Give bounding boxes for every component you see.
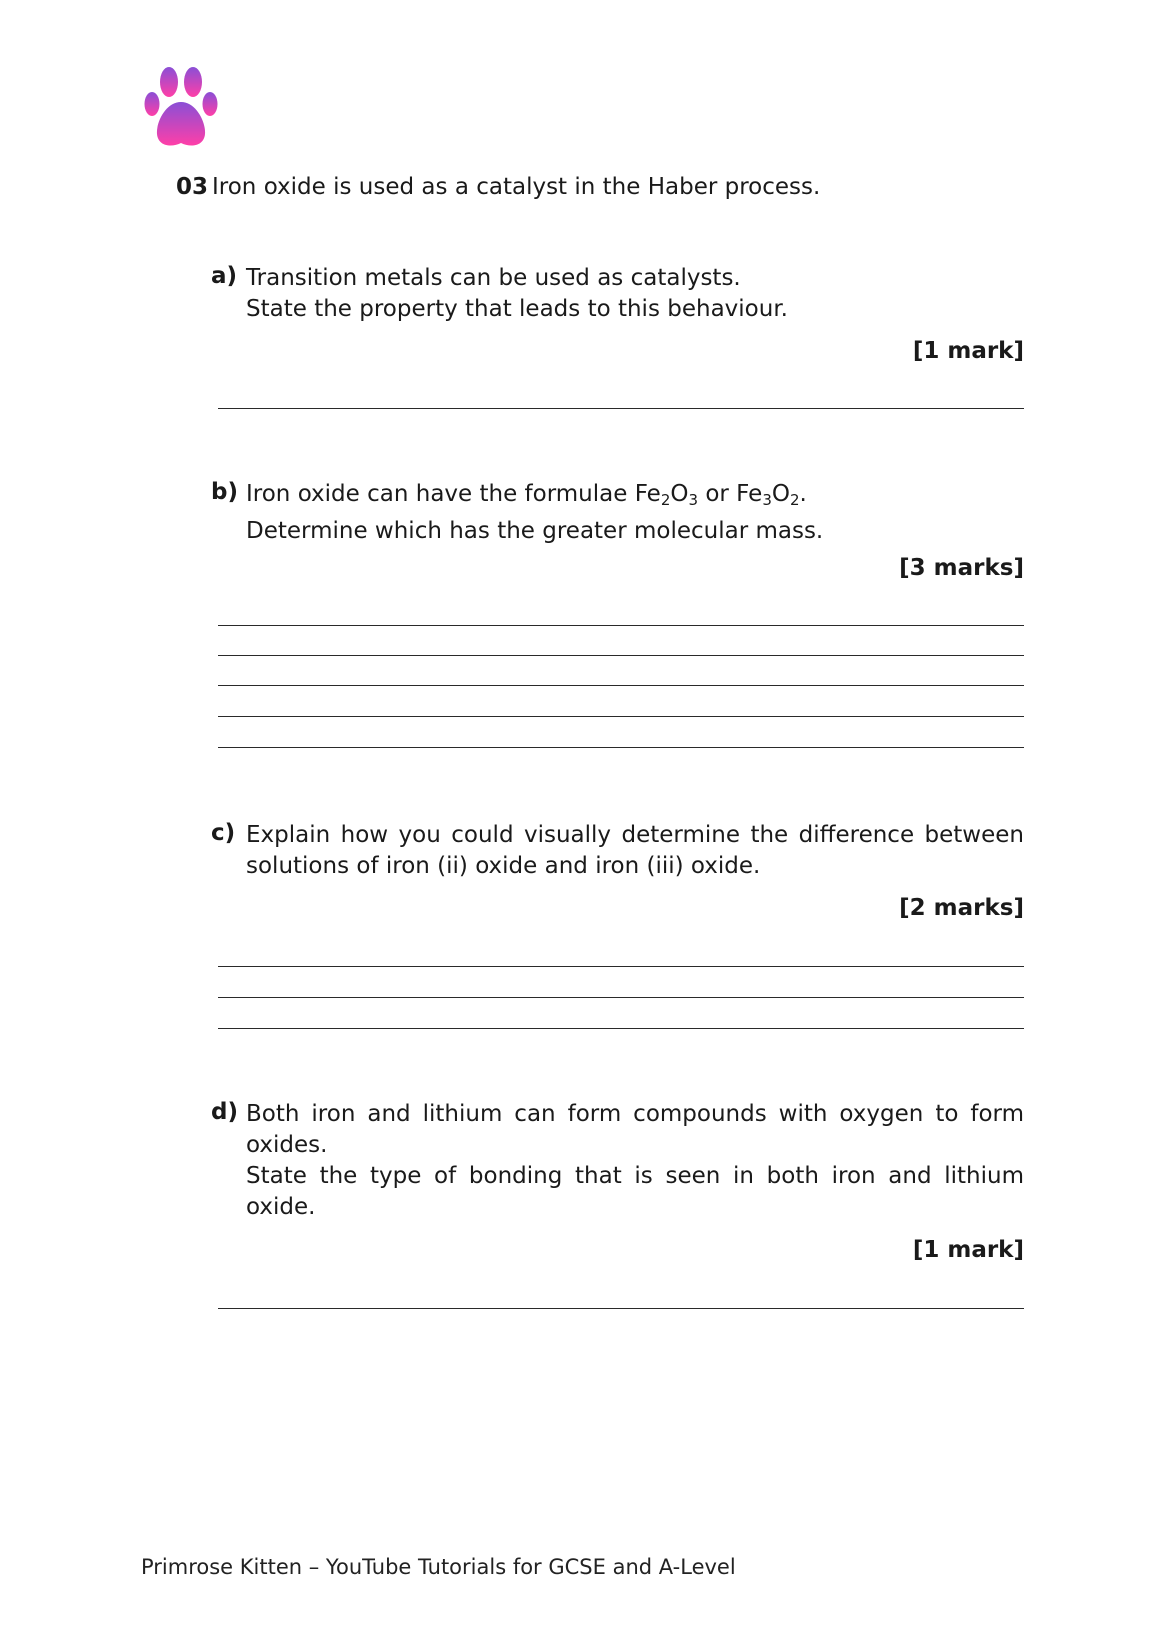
answer-line[interactable] xyxy=(218,655,1024,656)
part-b-line2: Determine which has the greater molecular mass. xyxy=(246,518,824,544)
part-a-label: a) xyxy=(211,263,238,289)
part-b-marks: [3 marks] xyxy=(899,555,1024,581)
part-b-text xyxy=(246,479,1024,547)
answer-line[interactable] xyxy=(218,1028,1024,1029)
answer-line[interactable] xyxy=(218,408,1024,409)
answer-line[interactable] xyxy=(218,1308,1024,1309)
part-d-line1: Both iron and lithium can form compounds with oxygen to form oxides. xyxy=(246,1101,1024,1158)
paw-logo-icon xyxy=(144,66,218,150)
part-b-line1: Iron oxide can have the formulae $Fe_2O_3$ or $Fe_3O_2$. xyxy=(246,481,807,509)
question-number: 03 xyxy=(176,174,209,200)
part-c-marks: [2 marks] xyxy=(899,895,1024,921)
part-a-line1: Transition metals can be used as catalysts. xyxy=(246,265,741,291)
part-a-marks: [1 mark] xyxy=(912,338,1024,364)
part-b-label: b) xyxy=(211,479,238,505)
part-d-line2: State the type of bonding that is seen in both iron and lithium oxide. xyxy=(246,1163,1024,1220)
part-a-line2: State the property that leads to this behaviour. xyxy=(246,296,788,322)
part-a-text xyxy=(246,263,1024,325)
part-c-label: c) xyxy=(211,820,236,846)
part-d-marks: [1 mark] xyxy=(912,1237,1024,1263)
part-d-text xyxy=(246,1099,1024,1223)
answer-line[interactable] xyxy=(218,716,1024,717)
part-d-label: d) xyxy=(211,1099,238,1125)
question-stem: Iron oxide is used as a catalyst in the Haber process. xyxy=(212,174,821,200)
answer-line[interactable] xyxy=(218,966,1024,967)
answer-line[interactable] xyxy=(218,685,1024,686)
answer-line[interactable] xyxy=(218,625,1024,626)
answer-line[interactable] xyxy=(218,997,1024,998)
part-c-text: Explain how you could visually determine the difference between solutions of iron (ii) oxide and iron (iii) oxide. xyxy=(246,822,1024,879)
answer-line[interactable] xyxy=(218,747,1024,748)
footer-text: Primrose Kitten – YouTube Tutorials for GCSE and A-Level xyxy=(141,1555,736,1579)
